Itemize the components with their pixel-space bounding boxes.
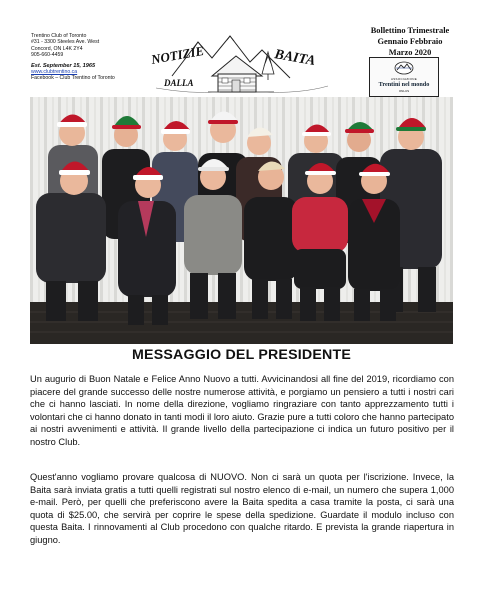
masthead-word-baita: BAITA — [273, 47, 317, 70]
masthead-word-notizie: NOTIZIE — [150, 42, 206, 67]
masthead-word-dalla: DALLA — [164, 78, 194, 88]
club-info — [31, 33, 141, 82]
trentini-nel-mondo-logo — [369, 57, 439, 97]
club-established: Est. September 15, 1965 — [31, 62, 96, 69]
club-phone: 905-660-4459 — [31, 52, 64, 59]
club-address-line2: Concord, ON L4K 2Y4 — [31, 45, 83, 52]
badge-title: Trentini nel mondo — [378, 81, 430, 88]
bulletin-period: Marzo 2020 — [388, 48, 432, 57]
group-photo — [30, 97, 453, 344]
badge-association: ASSOCIAZIONE — [390, 77, 418, 81]
badge-onlus: ONLUS — [398, 89, 410, 93]
association-emblem-icon — [394, 61, 414, 75]
bulletin-info — [355, 25, 465, 58]
bulletin-months: Gennaio Febbraio — [377, 37, 443, 46]
bulletin-type: Bollettino Trimestrale — [370, 26, 450, 35]
club-facebook: Facebook – Club Trentino of Toronto — [31, 75, 115, 82]
paragraph-2: Quest'anno vogliamo provare qualcosa di NUOVO. Non ci sarà un quota per l'iscrizione. Invece, la Baita sarà inviata gratis a tutti quelli registrati sul nostro elenco di e-mail, un numero che supera 1,000 e-mail. Però, per quelli che preferiscono avere la Baita spedita a casa tramite la posta, ci sarà una quota di $25.00, che servirà per coprire le spese della spedizione. Guardate il modulo incluso con questa Baita. I rinnovamenti al Club procedono con qualche ritardo. E prevista la grande riapertura in giugno. — [30, 472, 454, 545]
club-website-link[interactable]: www.clubtrentino.ca — [31, 69, 78, 76]
paragraph-1: Un augurio di Buon Natale e Felice Anno Nuovo a tutti. Avvicinandosi all fine del 2019, ricordiamo con piacere del grande successo delle nostre numerose attività, e porgiamo un pensiero a tutti i nostri cari che ci hanno lasciati. In nome della direzione, vogliamo ringraziare con tanto apprezzamento tutti i volontari che ci hanno donato in tanti modi il loro aiuto. Grazie pure a tutti coloro che hanno partecipato ai nostri avvenimenti e attività. Il grande livello della partecipazione ci indica un futuro positivo per il nostro Club. — [30, 374, 454, 447]
club-name: Trentino Club of Toronto — [31, 33, 87, 39]
club-address-line1: #31 - 3300 Steeles Ave. West — [31, 39, 100, 46]
page-title: MESSAGGIO DEL PRESIDENTE — [132, 347, 351, 363]
notizie-dalla-baita-logo — [150, 28, 332, 98]
